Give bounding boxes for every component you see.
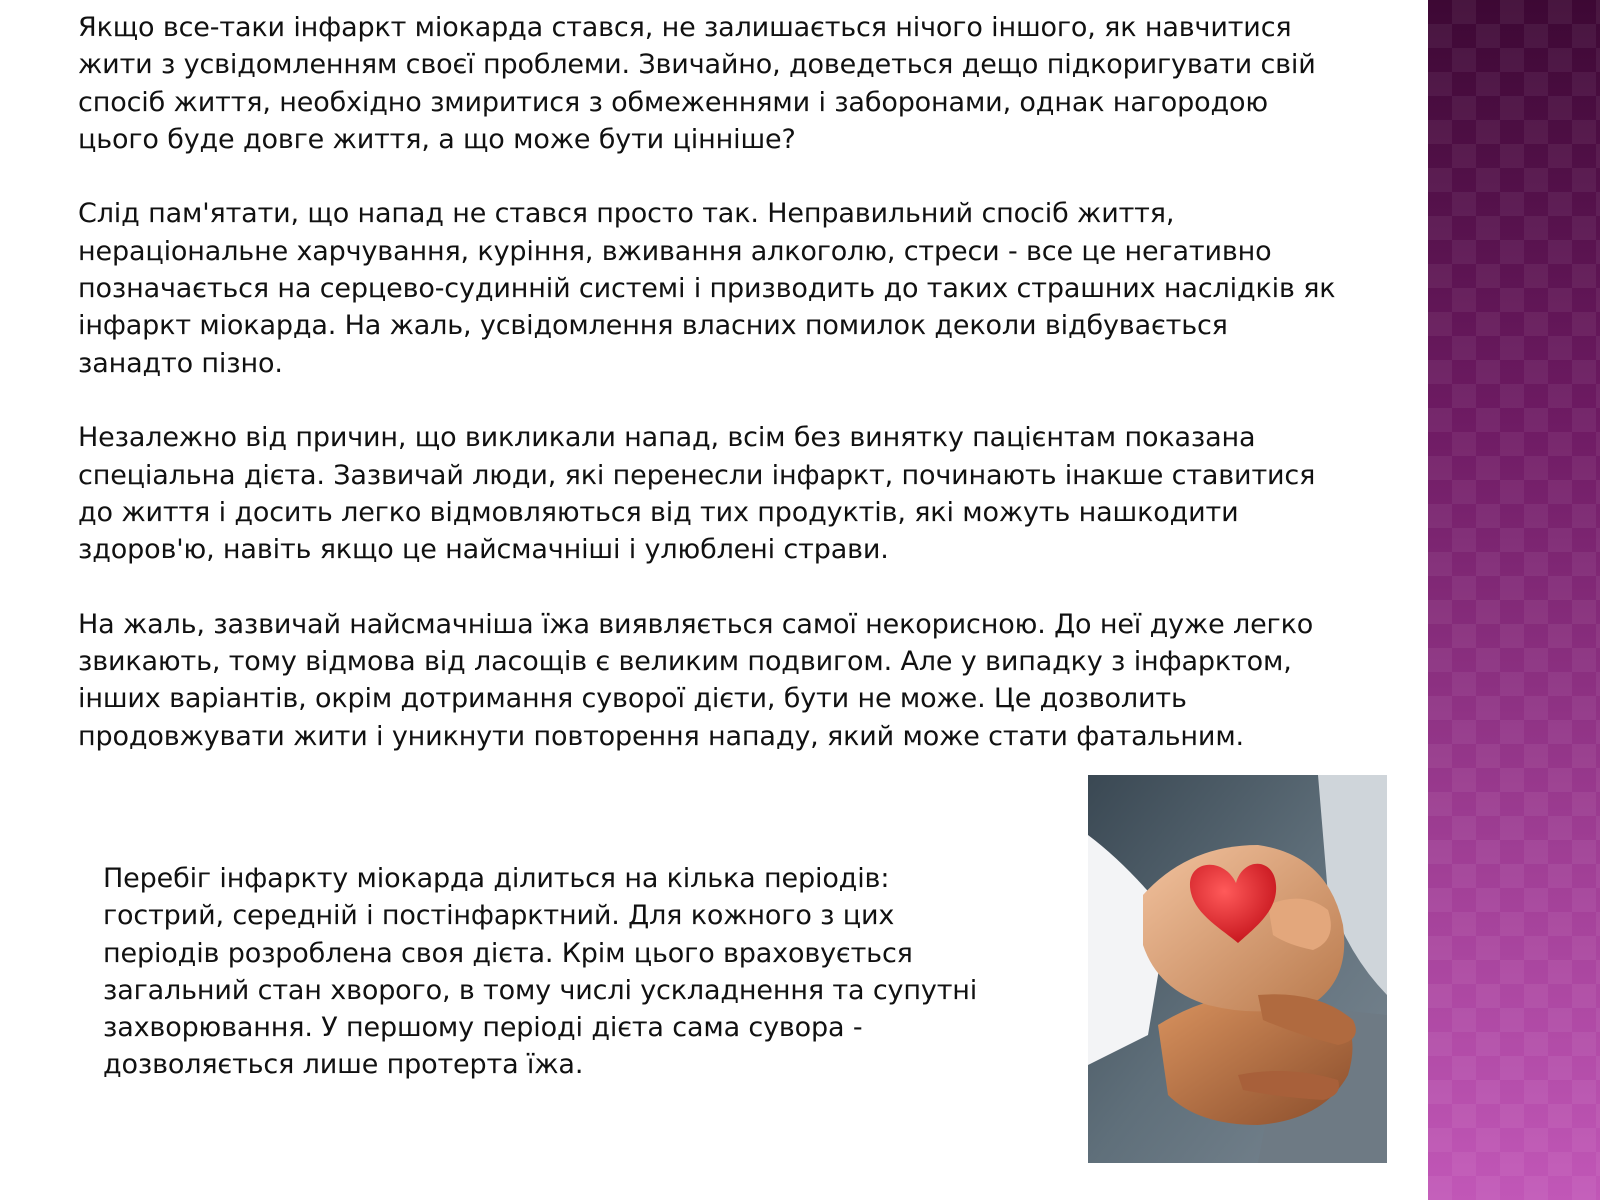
paragraph-2: Слід пам'ятати, що напад не стався просто так. Неправильний спосіб життя, нераціональне харчування, куріння, вживання алкоголю, стреси - все це негативно позначається на серцево-судинній системі і призводить до таких страшних наслідків як інфаркт міокарда. На жаль, усвідомлення власних помилок деколи відбувається занадто пізно. [78, 198, 1336, 379]
photo-illustration [1088, 775, 1387, 1163]
paragraph-3: Незалежно від причин, що викликали напад, всім без винятку пацієнтам показана спеціальна дієта. Зазвичай люди, які перенесли інфаркт, починають інакше ставитися до життя і досить легко відмовляються від тих продуктів, які можуть нашкодити здоров'ю, навіть якщо це найсмачніші і улюблені страви. [78, 422, 1316, 566]
paragraph-1: Якщо все-таки інфаркт міокарда стався, не залишається нічого іншого, як навчитися жити з усвідомленням своєї проблеми. Звичайно, доведеться дещо підкоригувати свій спосіб життя, необхідно змиритися з обмеженнями і заборонами, однак нагородою цього буде довге життя, а що може бути цінніше? [78, 12, 1316, 155]
hands-holding-heart-photo [1088, 775, 1387, 1163]
decorative-purple-band [1428, 0, 1600, 1200]
paragraph-4: На жаль, зазвичай найсмачніша їжа виявляється самої некорисною. До неї дуже легко звикають, тому відмова від ласощів є великим подвигом. Але у випадку з інфарктом, інших варіантів, окрім дотримання суворої дієти, бути не може. Це дозволить продовжувати жити і уникнути повторення нападу, який може стати фатальним. [78, 608, 1314, 752]
side-paragraph: Перебіг інфаркту міокарда ділиться на кілька періодів: гострий, середній і постінфарктний. Для кожного з цих періодів розроблена своя дієта. Крім цього враховується загальний стан хворого, в тому числі ускладнення та супутні захворювання. У першому періоді дієта сама сувора - дозволяється лише протерта їжа. [103, 863, 978, 1081]
main-text-block [78, 9, 1398, 755]
